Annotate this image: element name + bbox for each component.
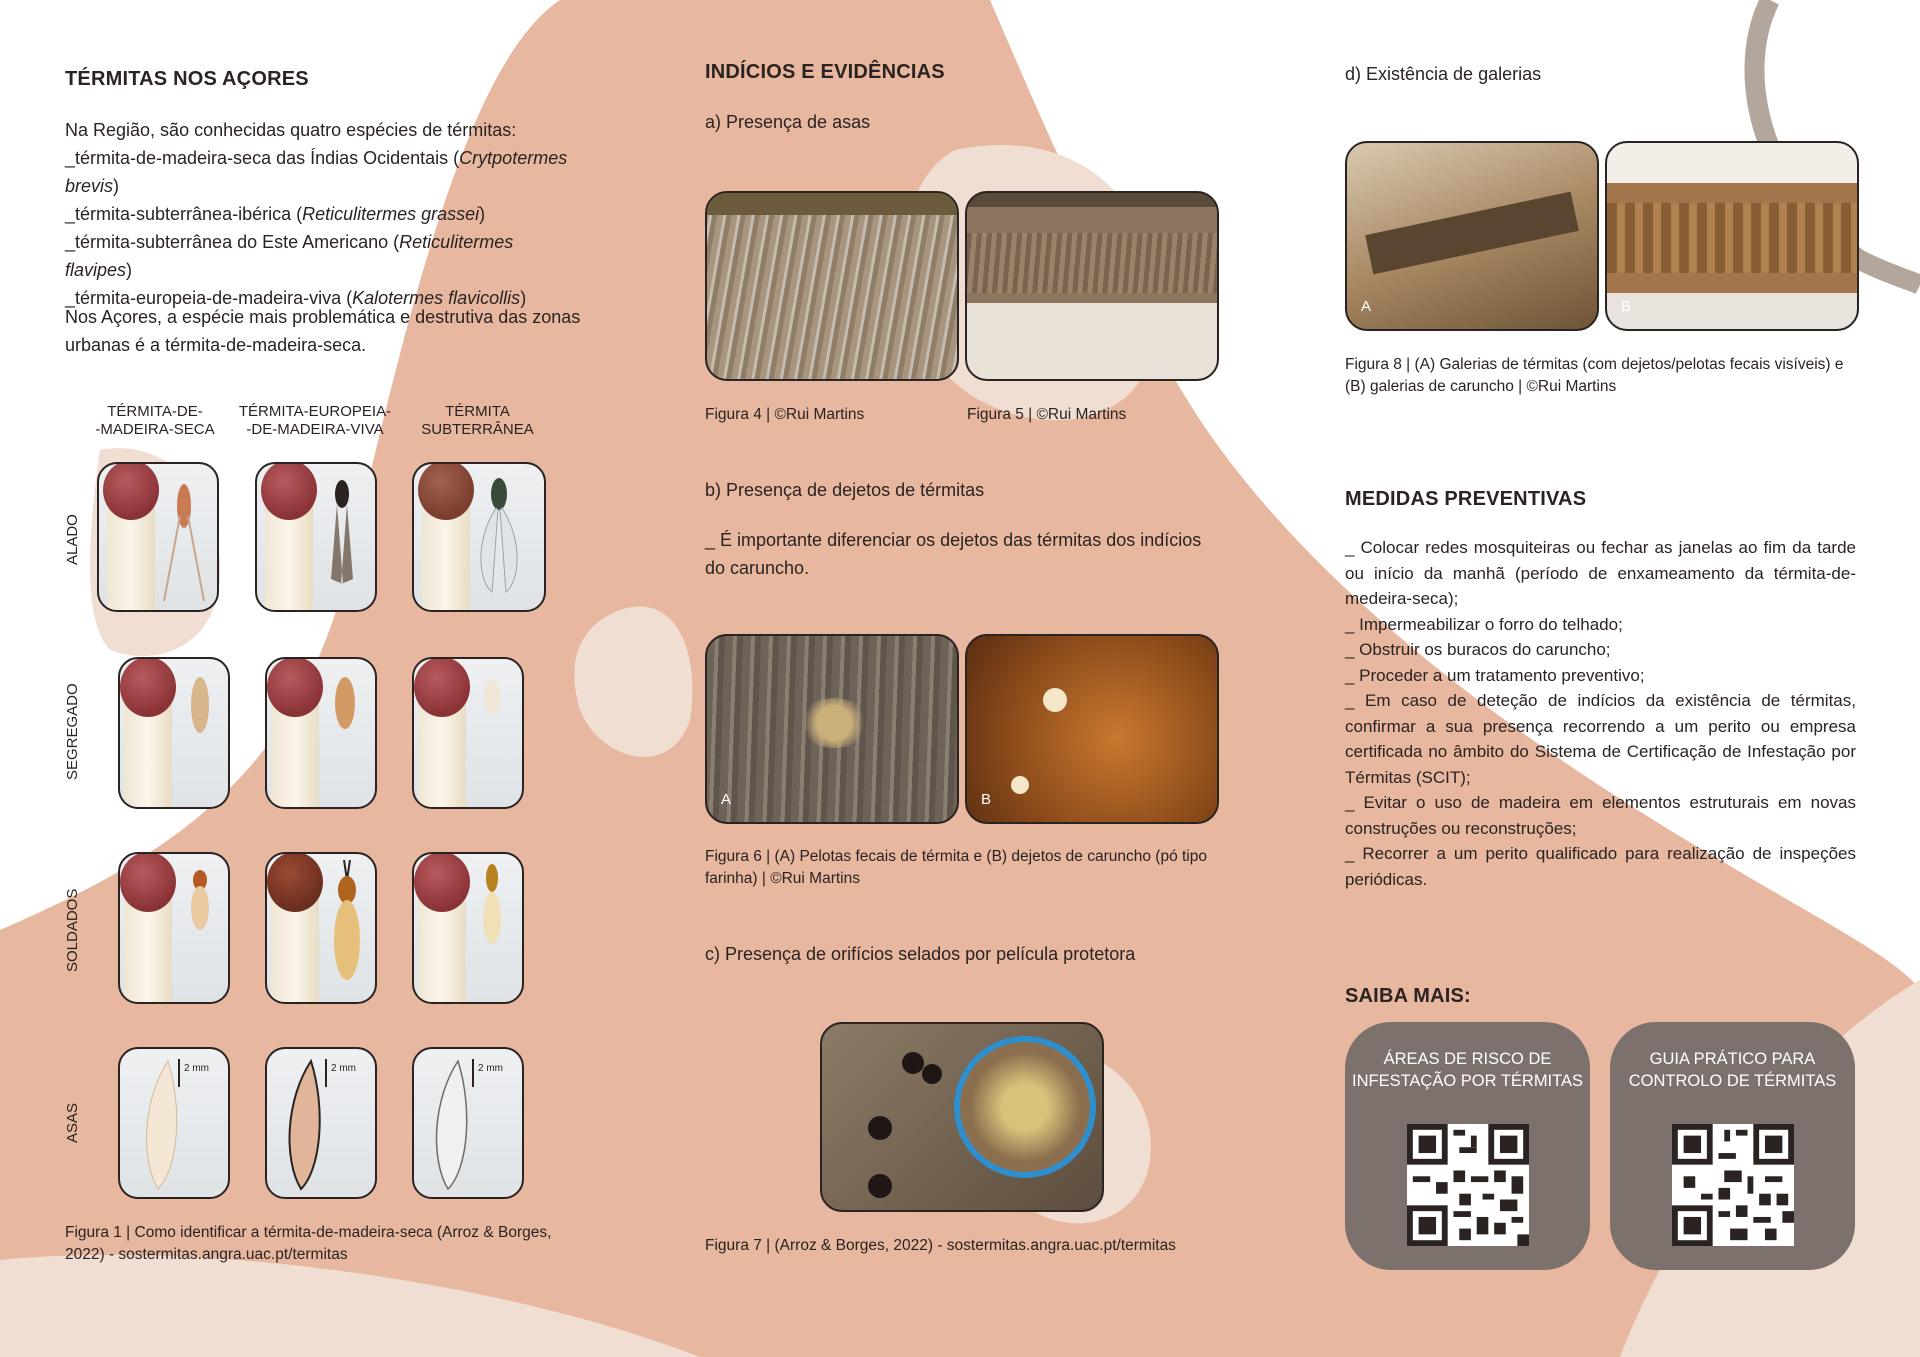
card-segregado-subterranea <box>412 657 524 809</box>
qr-code-icon[interactable] <box>1672 1124 1794 1246</box>
figure6a-photo <box>705 634 959 824</box>
termite-icon <box>472 669 512 729</box>
scale-label: 2 mm <box>331 1063 356 1074</box>
qr-code-icon[interactable] <box>1407 1124 1529 1246</box>
winged-termite-icon <box>154 476 214 606</box>
col-header-subterranea: TÉRMITA SUBTERRÂNEA <box>421 403 534 438</box>
figure8b-photo <box>1605 141 1859 331</box>
card-alado-madeira-seca <box>97 462 219 612</box>
section-title-indicios: INDÍCIOS E EVIDÊNCIAS <box>705 61 945 83</box>
preventive-item: _ Impermeabilizar o forro do telhado; <box>1345 614 1623 634</box>
winged-termite-icon <box>317 474 367 604</box>
wing-icon <box>428 1059 478 1194</box>
section-title-medidas: MEDIDAS PREVENTIVAS <box>1345 488 1587 510</box>
species-intro: Na Região, são conhecidas quatro espécies de térmitas: <box>65 120 517 140</box>
qr-card-risco[interactable] <box>1345 1022 1590 1270</box>
subhead-a: a) Presença de asas <box>705 112 871 132</box>
subhead-d: d) Existência de galerias <box>1345 64 1542 84</box>
termite-icon <box>325 667 365 747</box>
photo-letter-b: B <box>1621 298 1632 315</box>
section-title-termitas: TÉRMITAS NOS AÇORES <box>65 68 309 90</box>
preventive-item: _ Recorrer a um perito qualificado para realização de inspeções periódicas. <box>1345 844 1856 889</box>
figure6b-photo <box>965 634 1219 824</box>
qr-card-title: GUIA PRÁTICO PARA CONTROLO DE TÉRMITAS <box>1628 1050 1837 1090</box>
preventive-item: _ Obstruir os buracos do caruncho; <box>1345 640 1611 659</box>
figure4-photo <box>705 191 959 381</box>
species-2: _térmita-subterrânea-ibérica (Reticulitermes grassei) <box>65 204 486 224</box>
subhead-b: b) Presença de dejetos de térmitas <box>705 480 985 500</box>
figure7-photo <box>820 1022 1104 1212</box>
subhead-c: c) Presença de orifícios selados por película protetora <box>705 944 1136 964</box>
winged-termite-icon <box>454 472 544 607</box>
problem-text: Nos Açores, a espécie mais problemática e destrutiva das zonas urbanas é a térmita-de-madeira-seca. <box>65 307 581 355</box>
qr-card-title: ÁREAS DE RISCO DE INFESTAÇÃO POR TÉRMITAS <box>1351 1050 1584 1090</box>
figure8-caption: Figura 8 | (A) Galerias de térmitas (com dejetos/pelotas fecais visíveis) e (B) galerias de caruncho | ©Rui Martins <box>1345 356 1844 395</box>
card-asa-madeira-viva <box>265 1047 377 1199</box>
scale-label: 2 mm <box>184 1063 209 1074</box>
row-label-segregado: SEGREGADO <box>64 683 81 780</box>
species-intro-block <box>65 116 585 312</box>
qr-card-guia[interactable] <box>1610 1022 1855 1270</box>
figure5-caption: Figura 5 | ©Rui Martins <box>967 406 1127 423</box>
preventive-list <box>1345 535 1856 892</box>
figure1-caption: Figura 1 | Como identificar a térmita-de-madeira-seca (Arroz & Borges, 2022) - sostermitas.angra.uac.pt/termitas <box>65 1224 552 1263</box>
card-soldado-madeira-seca <box>118 852 230 1004</box>
figure6-caption: Figura 6 | (A) Pelotas fecais de térmita e (B) dejetos de caruncho (pó tipo farinha) | ©Rui Martins <box>705 848 1207 887</box>
figure7-caption: Figura 7 | (Arroz & Borges, 2022) - sostermitas.angra.uac.pt/termitas <box>705 1237 1176 1254</box>
soldier-termite-icon <box>322 860 372 990</box>
figure5-photo <box>965 191 1219 381</box>
card-soldado-madeira-viva <box>265 852 377 1004</box>
wing-icon <box>281 1059 331 1194</box>
row-label-alado: ALADO <box>64 514 81 565</box>
col-header-madeira-viva: TÉRMITA-EUROPEIA- -DE-MADEIRA-VIVA <box>238 403 392 438</box>
preventive-item: _ Colocar redes mosquiteiras ou fechar as janelas ao fim da tarde ou início da manhã (período de enxameamento da térmita-de-medeira-seca); <box>1345 538 1856 608</box>
photo-letter-b: B <box>981 791 992 808</box>
species-4: _térmita-europeia-de-madeira-viva (Kalotermes flavicollis) <box>65 288 527 308</box>
preventive-item: _ Proceder a um tratamento preventivo; <box>1345 665 1645 685</box>
figure4-caption: Figura 4 | ©Rui Martins <box>705 406 865 423</box>
subhead-b-note: _ É importante diferenciar os dejetos das térmitas dos indícios do caruncho. <box>705 530 1202 578</box>
preventive-item: _ Evitar o uso de madeira em elementos estruturais em novas construções ou reconstruções; <box>1345 793 1856 838</box>
photo-letter-a: A <box>1361 298 1372 315</box>
figure8a-photo <box>1345 141 1599 331</box>
card-alado-subterranea <box>412 462 546 612</box>
card-segregado-madeira-seca <box>118 657 230 809</box>
soldier-termite-icon <box>472 860 512 950</box>
section-title-saiba-mais: SAIBA MAIS: <box>1345 985 1471 1007</box>
scale-label: 2 mm <box>478 1063 503 1074</box>
card-soldado-subterranea <box>412 852 524 1004</box>
col-header-madeira-seca: TÉRMITA-DE- -MADEIRA-SECA <box>95 403 215 438</box>
card-alado-madeira-viva <box>255 462 377 612</box>
card-asa-madeira-seca <box>118 1047 230 1199</box>
photo-letter-a: A <box>721 791 732 808</box>
row-label-asas: ASAS <box>64 1102 81 1143</box>
wing-icon <box>138 1059 188 1194</box>
soldier-termite-icon <box>180 862 220 942</box>
card-segregado-madeira-viva <box>265 657 377 809</box>
preventive-item: _ Em caso de deteção de indícios da existência de térmitas, confirmar a sua presença recorrendo a um perito ou empresa certificada no âmbito do Sistema de Certificação de Infestação por Térmitas (SCIT); <box>1345 691 1856 787</box>
card-asa-subterranea <box>412 1047 524 1199</box>
species-3: _térmita-subterrânea do Este Americano (Reticulitermes flavipes) <box>65 232 514 280</box>
termite-icon <box>180 667 220 747</box>
species-1: _térmita-de-madeira-seca das Índias Ocidentais (Crytpotermes brevis) <box>65 148 568 196</box>
row-label-soldados: SOLDADOS <box>64 888 81 972</box>
